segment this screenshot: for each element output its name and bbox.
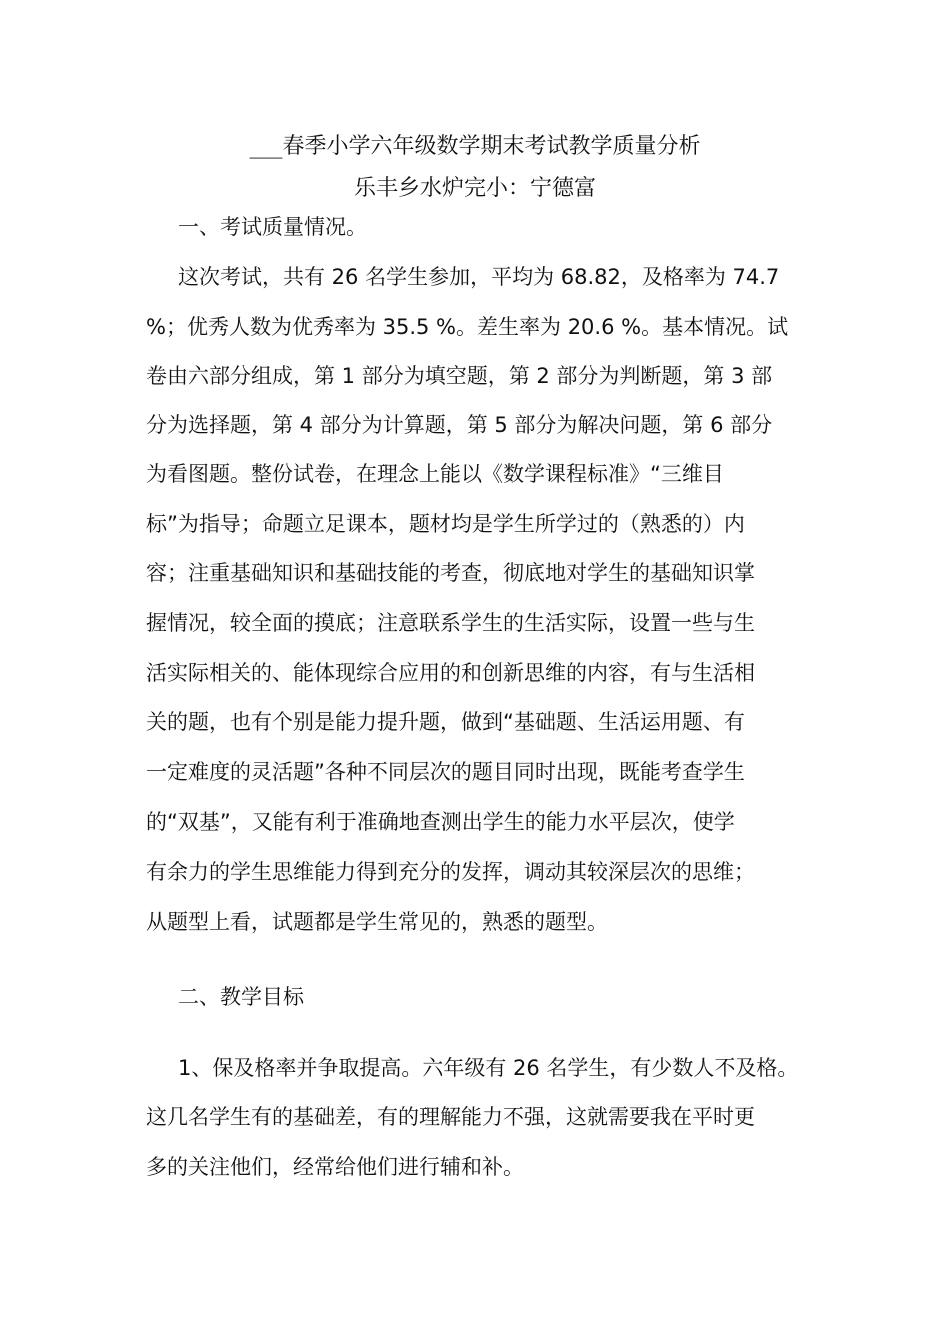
paragraph-line: 卷由六部分组成，第 1 部分为填空题，第 2 部分为判断题，第 3 部 <box>146 364 773 388</box>
paragraph-line: 1、保及格率并争取提高。六年级有 26 名学生，有少数人不及格。 <box>178 1056 799 1080</box>
paragraph-line: 从题型上看，试题都是学生常见的，熟悉的题型。 <box>146 910 608 934</box>
paragraph-line: 分为选择题，第 4 部分为计算题，第 5 部分为解决问题，第 6 部分 <box>146 413 773 437</box>
section-heading-teaching-goals: 二、教学目标 <box>178 985 304 1009</box>
paragraph-line: 有余力的学生思维能力得到充分的发挥，调动其较深层次的思维； <box>146 860 755 884</box>
document-title: ___春季小学六年级数学期末考试教学质量分析 <box>249 134 701 159</box>
paragraph-line: 活实际相关的、能体现综合应用的和创新思维的内容，有与生活相 <box>146 661 755 685</box>
paragraph-line: 标”为指导；命题立足课本，题材均是学生所学过的（熟悉的）内 <box>146 512 745 536</box>
paragraph-line: 握情况，较全面的摸底；注意联系学生的生活实际，设置一些与生 <box>146 611 755 635</box>
paragraph-line: 一定难度的灵活题”各种不同层次的题目同时出现，既能考查学生 <box>146 760 745 784</box>
paragraph-line: 容；注重基础知识和基础技能的考查，彻底地对学生的基础知识掌 <box>146 561 755 585</box>
section-heading-exam-quality: 一、考试质量情况。 <box>178 215 367 239</box>
paragraph-line: 多的关注他们，经常给他们进行辅和补。 <box>146 1155 524 1179</box>
author-line: 乐丰乡水炉完小：宁德富 <box>353 176 596 201</box>
paragraph-line: 这次考试，共有 26 名学生参加，平均为 68.82，及格率为 74.7 <box>178 265 780 289</box>
paragraph-line: %；优秀人数为优秀率为 35.5 %。差生率为 20.6 %。基本情况。试 <box>146 315 789 339</box>
paragraph-line: 关的题，也有个别是能力提升题，做到“基础题、生活运用题、有 <box>146 710 745 734</box>
paragraph-line: 为看图题。整份试卷，在理念上能以《数学课程标准》“三维目 <box>146 462 724 486</box>
paragraph-line: 这几名学生有的基础差，有的理解能力不强，这就需要我在平时更 <box>146 1105 755 1129</box>
paragraph-line: 的“双基”，又能有利于准确地查测出学生的能力水平层次，使学 <box>146 810 735 834</box>
